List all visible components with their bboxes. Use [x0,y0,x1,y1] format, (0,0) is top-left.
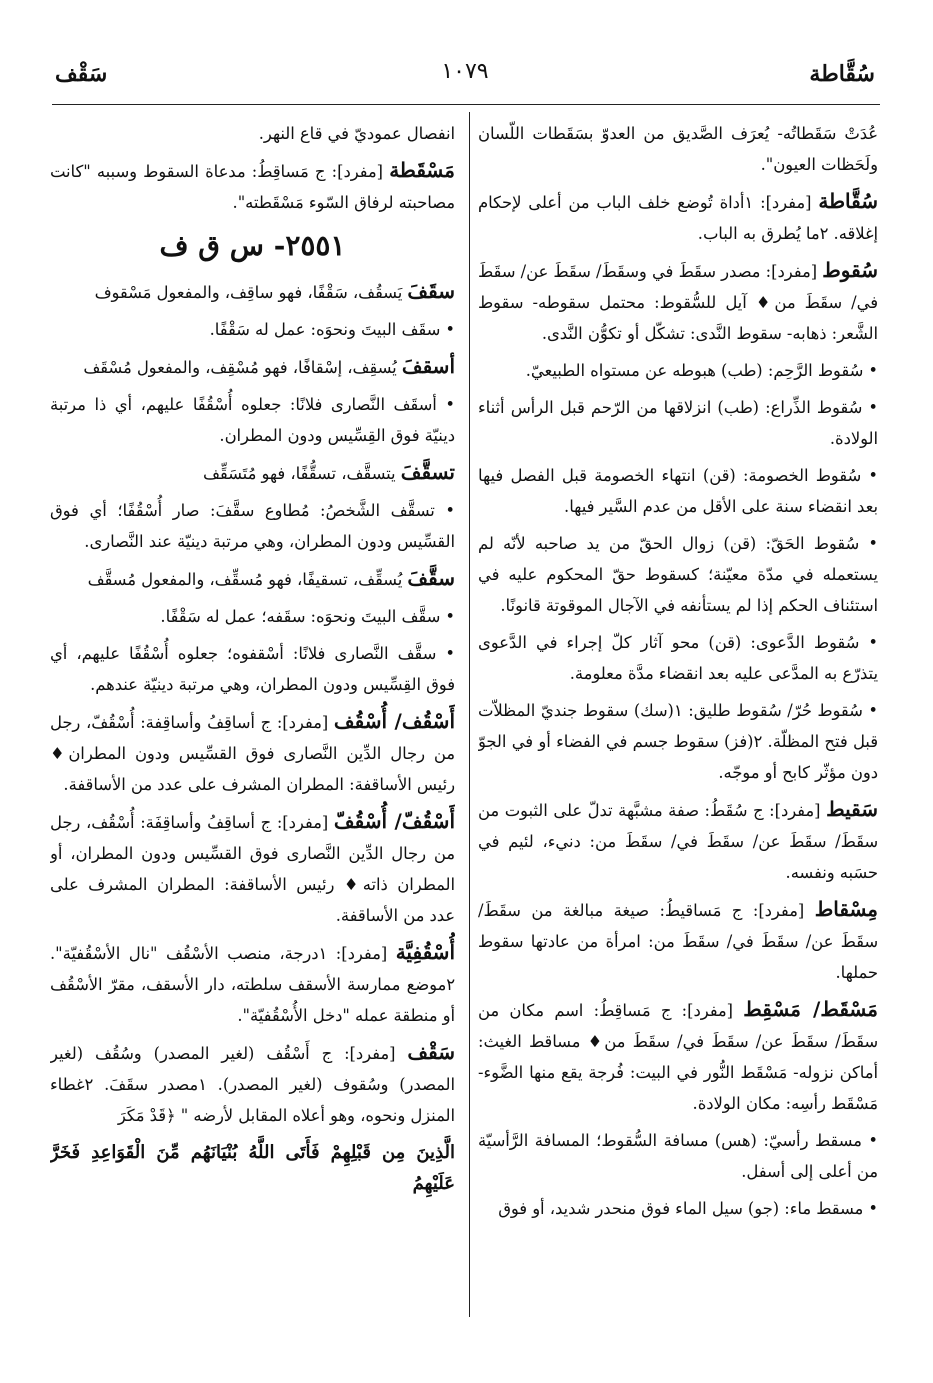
dictionary-entry [50,937,455,1031]
entry-definition: [مفرد]: ١أداة تُوضع خلف الباب من أعلى لإحكام إغلاقه. ٢ما يُطرق به الباب. [478,193,878,243]
dictionary-entry [478,255,878,349]
entry-headword: مَسْقَط/ مَسْقِط [743,997,878,1021]
entry-headword: أَسْقُف/ أُسْقُف [333,709,455,733]
dictionary-entry [478,186,878,249]
dictionary-entry [50,457,455,489]
entry-headword: سُقَّاطة [818,189,878,213]
entry-definition: يُسقِف، إسْقافًا، فهو مُسْقِف، والمفعول مُسْقَف [83,358,402,377]
sub-definition: • سُقوط الرَّحِم: (طب) هبوطه عن مستواه الطبيعيّ. [478,355,878,386]
entry-definition: [مفرد]: ج أَسْقُف (لغير المصدر) وسُقُف (لغير المصدر) وسُقوف (لغير المصدر). ١مصدر سقَفَ. ٢غطاء المنزل ونحوه، وهو أعلاه المقابل لأرضه " ﴿قَدْ مَكَرَ [50,1044,455,1125]
sub-definition: • سُقوط الحَقّ: (قن) زوال الحقّ من يد صاحبه لأنّه لم يستعمله في مدّة معيّنة؛ كسقوط حقّ المحكوم عليه في استئناف الحكم إذا لم يستأنفه في الآجال الموقوتة قانونًا. [478,528,878,621]
dictionary-entry [50,1037,455,1131]
sub-definition: • سُقوط الخصومة: (قن) انتهاء الخصومة قبل الفصل فيها بعد انقضاء سنة على الأقل من عدم السَّير فيها. [478,460,878,522]
entry-headword: سقَفَ [407,279,455,303]
dictionary-entry [478,794,878,888]
header-first-word: سُقَّاطة [809,61,875,87]
entry-definition: [مفرد]: مصدر سقَطَ في وسقَطَ/ سقَطَ عن/ سقَطَ في/ سقَطَ من♦ آيل للسُّقوط: محتمل سقوطه- سقوط الشَّعر: ذهابه- سقوط النَّدى: تشكّل أو تكوُّن النَّدى. [478,262,878,343]
dictionary-entry [50,155,455,218]
entry-definition: [مفرد]: ج سُقَطُ: صفة مشبَّهة تدلّ على الثبوت من سقَطَ/ سقَطَ عن/ سقَطَ في/ سقَطَ من: دنيء، لئيم في حسَبه ونفسه. [478,801,878,882]
sub-definition: • تسقَّف الشَّخصُ: مُطاوع سقَّفَ: صار أُسْقُفًا؛ أي فوق القسِّيس ودون المطران، وهي مرتبة دينيّة عند النَّصارى. [50,495,455,557]
header-rule [52,104,880,105]
entry-definition: يَسقُف، سَقْفًا، فهو ساقِف، والمفعول مَسْقوف [94,283,408,302]
entry-definition: [مفرد]: ج مَساقيطُ: صيغة مبالغة من سقَطَ/ سقَطَ عن/ سقَطَ في/ سقَطَ من: امرأة من عادتها سقوط حملها. [478,901,878,982]
sub-definition: • سُقوط الدَّعوى: (قن) محو آثار كلّ إجراء في الدَّعوى يتذرّع به المدَّعى عليه بعد انقضاء مدَّة معلومة. [478,627,878,689]
sub-definition: • سقَّف البيتَ ونحوَه: سقَفه؛ عمل له سَقْفًا. [50,601,455,632]
dictionary-entry [50,351,455,383]
entry-definition: [مفرد]: ج مَساقِطُ: مدعاة السقوط وسببه "كانت مصاحبته لرفاق السّوء مَسْقَطته". [50,162,455,212]
sub-definition: • سقَف البيتَ ونحوَه: عمل له سَقْفًا. [50,314,455,345]
entry-headword: سقَّفَ [407,566,455,590]
entry-headword: سَقْف [407,1040,455,1064]
quran-quote: الَّذِينَ مِن قَبْلِهِمْ فَأَتَى اللَّهُ بُنْيَانَهُم مِّنَ الْقَوَاعِدِ فَخَرَّ عَلَيْهِمُ [50,1142,455,1194]
continued-text: انفصال عموديّ في قاع النهر. [258,124,455,143]
entry-definition: يُسقِّف، تسقيفًا، فهو مُسقِّف، والمفعول مُسقَّف [87,570,408,589]
sub-definition: • مسقط رأسيّ: (هس) مسافة السُّقوط؛ المسافة الرَّأسيّة من أعلى إلى أسفل. [478,1125,878,1187]
sub-definition: • سُقوط حُرّ/ سُقوط طليق: ١(سك) سقوط جنديّ المظلاّت قبل فتح المظلّة. ٢(فز) سقوط جسم في الفضاء أو في الجوّ دون مؤثّر كابح أو موجّه. [478,695,878,788]
header-last-word: سَقْف [55,61,108,87]
column-divider [469,112,470,1317]
dictionary-entry [50,563,455,595]
continued-text: عُدَتْ سَقَطاتُه- يُعرَف الصَّديق من العدوّ بسَقَطات اللّسان ولَحَظات العيون". [478,124,878,174]
entry-definition: يتسقَّف، تسقُّفًا، فهو مُتَسَقِّف [203,464,401,483]
sub-definition: • مسقط ماء: (جو) سيل الماء فوق منحدر شديد، أو فوق [478,1193,878,1224]
entry-headword: مِسْقاط [814,897,878,921]
entry-definition: [مفرد]: ١درجة، منصب الأسْقُف "نال الأسْقُفيّة". ٢موضع ممارسة الأسقف سلطته، دار الأسقف، مقرّ الأسْقُف أو منطقة عمله "دخل الأُسْقُفيّة". [50,944,455,1025]
right-column [478,118,878,1323]
dictionary-entry [50,276,455,308]
sub-definition: • أسقَف النَّصارى فلانًا: جعلوه أُسْقُفًا عليهم، أي ذا مرتبة دينيّة فوق القِسِّيس ودون المطران. [50,389,455,451]
entry-headword: أَسْقُفّ/ أُسْقُفّ [333,809,455,833]
entry-headword: تسقَّفَ [400,460,455,484]
entry-headword: سَقيط [826,797,878,821]
entry-definition: [مفرد]: ج أساقِفُ وأساقِفَة: أُسْقُف، رجل من رجال الدِّين النَّصارى فوق القسِّيس ودون المطران، أو المطران ذاته♦ رئيس الأساقفة: المطران المشرف على عدد من الأساقفة. [50,813,455,925]
sub-definition: • سقَّف النَّصارى فلانًا: أسْقفوه؛ جعلوه أُسْقُفًا عليهم، أي فوق القِسِّيس ودون المطران، وهي مرتبة دينيّة عندهم. [50,638,455,700]
entry-headword: مَسْقَطة [389,158,455,182]
page-header [55,55,875,95]
dictionary-entry [50,706,455,800]
left-column [50,118,455,1323]
entry-headword: سُقوط [822,258,878,282]
dictionary-entry [50,806,455,931]
entry-definition: [مفرد]: ج أساقِفُ وأساقِفة: أُسْقُفّ، رجل من رجال الدِّين النَّصارى فوق القسِّيس ودون المطران♦ رئيس الأساقفة: المطران المشرف على عدد من الأساقفة. [50,713,455,794]
entry-definition: [مفرد]: ج مَساقِطُ: اسم مكان من سقَطَ/ سقَطَ عن/ سقَطَ في/ سقَطَ من♦ مساقط الغيث: أماكن نزوله- مَسْقَط النُّور في البيت: فُرجة يقع منها الضَّوء- مَسْقَط رأسِه: مكان الولادة. [478,1001,878,1113]
sub-definition: • سُقوط الذِّراع: (طب) انزلاقها من الرّحم قبل الرأس أثناء الولادة. [478,392,878,454]
page-number: ١٠٧٩ [441,59,489,84]
entry-headword: أُسْقُفِيَّة [395,940,455,964]
entry-headword: أسقفَ [401,354,455,378]
dictionary-entry [478,994,878,1119]
dictionary-entry [478,894,878,988]
root-heading: ٢٥٥١- س ق ف [159,229,346,262]
